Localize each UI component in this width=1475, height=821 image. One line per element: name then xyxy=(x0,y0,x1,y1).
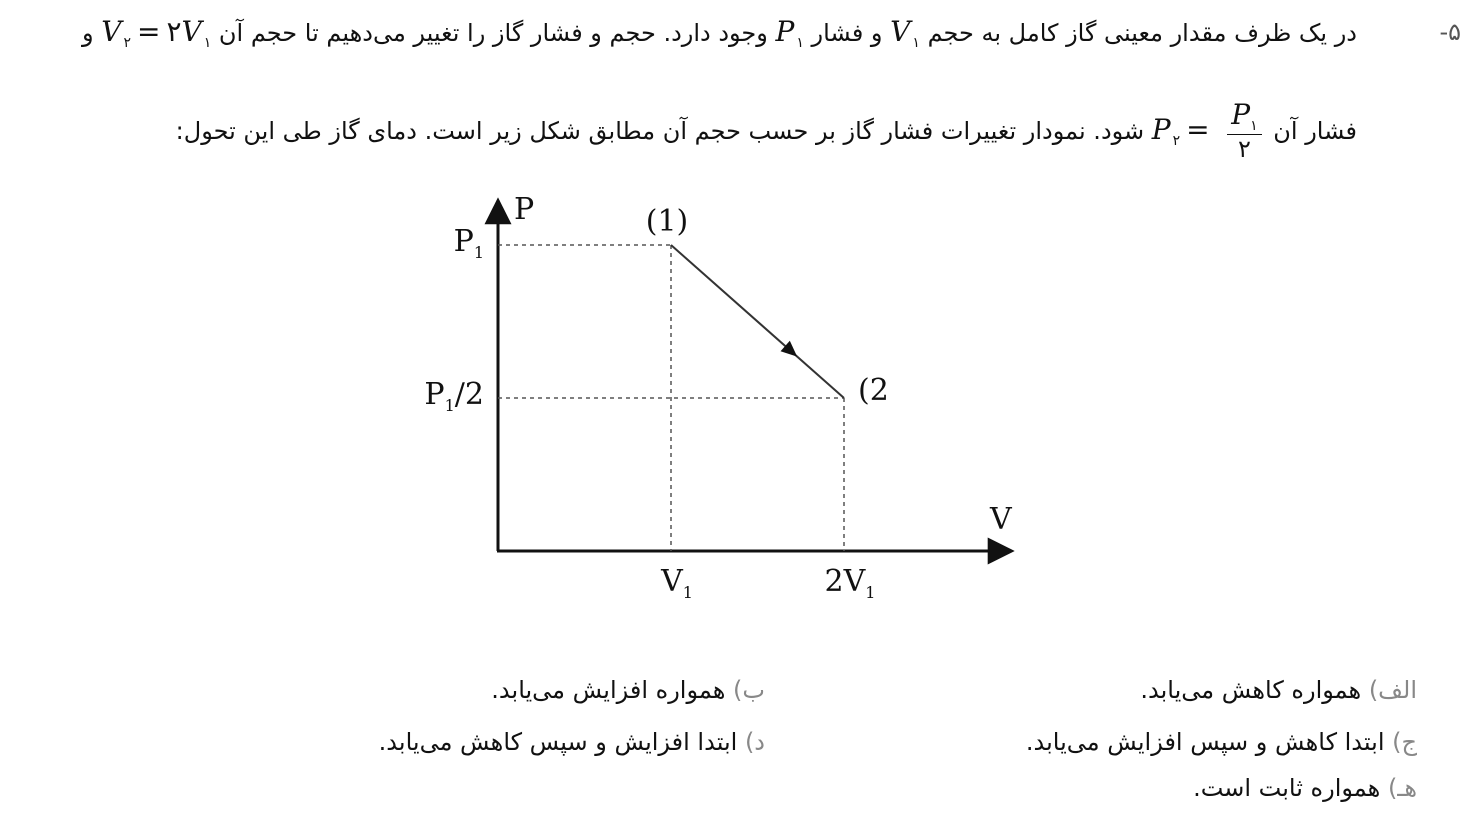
option-e-label: هـ) xyxy=(1387,774,1417,802)
math-v2-equation: V $_۲$ = ۲V $_۱$ xyxy=(101,15,212,51)
option-e-text: همواره ثابت است. xyxy=(1193,774,1381,802)
option-a-text: همواره کاهش می‌یابد. xyxy=(1140,676,1362,704)
option-c-label: ج) xyxy=(1392,728,1417,756)
question-text-2: و فشار xyxy=(811,19,883,47)
option-a[interactable] xyxy=(1140,678,1417,702)
x-tick-v1: $V_1$ xyxy=(661,564,693,602)
process-line xyxy=(671,245,844,398)
x-tick-2v1: $2V_1$ xyxy=(824,564,876,602)
option-d-text: ابتدا افزایش و سپس کاهش می‌یابد. xyxy=(378,728,738,756)
option-a-label: الف) xyxy=(1368,676,1417,704)
option-e[interactable] xyxy=(1193,776,1417,800)
x-axis-label: V xyxy=(990,502,1012,537)
question-text-6: شود. نمودار تغییرات فشار گاز بر حسب حجم آن مطابق شکل زیر است. دمای گاز طی این تحول: xyxy=(175,117,1145,146)
y-tick-p1: $P_1$ xyxy=(453,224,484,262)
question-text-5: فشار آن xyxy=(1273,117,1357,146)
fraction: $\frac{P_۱}{۲}$ xyxy=(1227,100,1261,164)
option-d[interactable] xyxy=(379,730,765,754)
point-1-label: (1) xyxy=(645,204,689,239)
option-b-text: همواره افزایش می‌یابد. xyxy=(491,676,726,704)
math-v1: V $_۱$ xyxy=(890,15,920,51)
y-tick-p1-half: $P_1/2$ xyxy=(424,377,484,415)
option-d-label: د) xyxy=(744,728,765,756)
math-p1: P $_۱$ xyxy=(775,15,804,51)
y-axis-label: P xyxy=(514,192,535,227)
option-b-label: ب) xyxy=(733,676,765,704)
question-text-3: وجود دارد. حجم و فشار گاز را تغییر می‌دهیم تا حجم آن xyxy=(218,19,768,47)
point-2-label: (2 xyxy=(858,373,889,408)
question-text-1: در یک ظرف مقدار معینی گاز کامل به حجم xyxy=(927,19,1357,47)
option-c[interactable] xyxy=(1026,730,1417,754)
question-text-4: و xyxy=(81,19,94,47)
math-p2-equation: P $_۲$ = $\frac{P_۱}{۲}$ xyxy=(1152,100,1266,164)
option-b[interactable] xyxy=(491,678,765,702)
question-number: -۵ xyxy=(1439,18,1461,46)
option-c-text: ابتدا کاهش و سپس افزایش می‌یابد. xyxy=(1025,728,1385,756)
